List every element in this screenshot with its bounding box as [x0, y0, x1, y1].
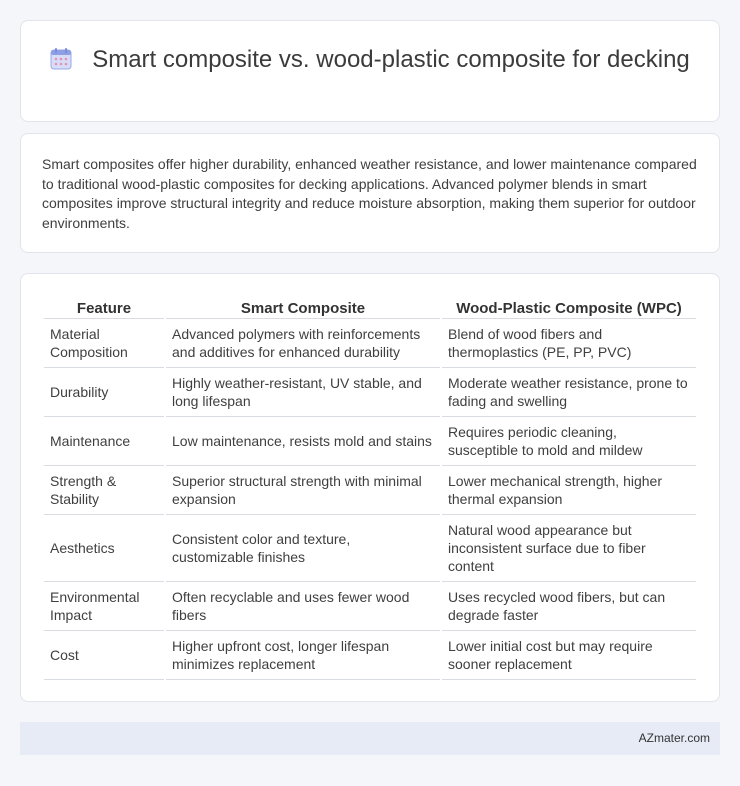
wpc-cell: Uses recycled wood fibers, but can degrade faster: [442, 582, 696, 631]
wpc-cell: Lower mechanical strength, higher thermal expansion: [442, 466, 696, 515]
description-text: Smart composites offer higher durability, enhanced weather resistance, and lower maintenance compared to traditional wood-plastic composites for decking applications. Advanced polymer blends in smart composites improve structural integrity and reduce moisture absorption, making them superior for outdoor environments.: [42, 156, 697, 231]
wpc-cell: Natural wood appearance but inconsistent surface due to fiber content: [442, 515, 696, 582]
header-wpc: Wood-Plastic Composite (WPC): [442, 295, 696, 319]
table-row: [44, 368, 696, 417]
feature-cell: Cost: [44, 631, 164, 680]
table-row: [44, 515, 696, 582]
comparison-table: [42, 295, 698, 680]
page-title-text: Smart composite vs. wood-plastic composite for decking: [92, 46, 690, 73]
smart-composite-cell: Advanced polymers with reinforcements and additives for enhanced durability: [166, 319, 440, 368]
header-smart-composite: Smart Composite: [166, 295, 440, 319]
feature-cell: Material Composition: [44, 319, 164, 368]
smart-composite-cell: Low maintenance, resists mold and stains: [166, 417, 440, 466]
description-card: [20, 133, 720, 253]
smart-composite-cell: Consistent color and texture, customizable finishes: [166, 515, 440, 582]
feature-cell: Environmental Impact: [44, 582, 164, 631]
table-row: [44, 466, 696, 515]
calendar-icon: [50, 48, 72, 70]
smart-composite-cell: Superior structural strength with minimal expansion: [166, 466, 440, 515]
wpc-cell: Lower initial cost but may require sooner replacement: [442, 631, 696, 680]
table-header-row: [44, 295, 696, 319]
wpc-cell: Moderate weather resistance, prone to fading and swelling: [442, 368, 696, 417]
feature-cell: Maintenance: [44, 417, 164, 466]
feature-cell: Aesthetics: [44, 515, 164, 582]
feature-cell: Strength & Stability: [44, 466, 164, 515]
table-row: [44, 417, 696, 466]
table-row: [44, 631, 696, 680]
footer-site-link[interactable]: AZmater.com: [638, 731, 710, 745]
footer-bar: [20, 722, 720, 755]
page-title: [21, 45, 719, 74]
smart-composite-cell: Often recyclable and uses fewer wood fibers: [166, 582, 440, 631]
smart-composite-cell: Highly weather-resistant, UV stable, and long lifespan: [166, 368, 440, 417]
wpc-cell: Requires periodic cleaning, susceptible to mold and mildew: [442, 417, 696, 466]
table-row: [44, 582, 696, 631]
title-card: [20, 20, 720, 122]
smart-composite-cell: Higher upfront cost, longer lifespan minimizes replacement: [166, 631, 440, 680]
feature-cell: Durability: [44, 368, 164, 417]
comparison-card: [20, 273, 720, 702]
header-feature: Feature: [44, 295, 164, 319]
table-row: [44, 319, 696, 368]
wpc-cell: Blend of wood fibers and thermoplastics (PE, PP, PVC): [442, 319, 696, 368]
